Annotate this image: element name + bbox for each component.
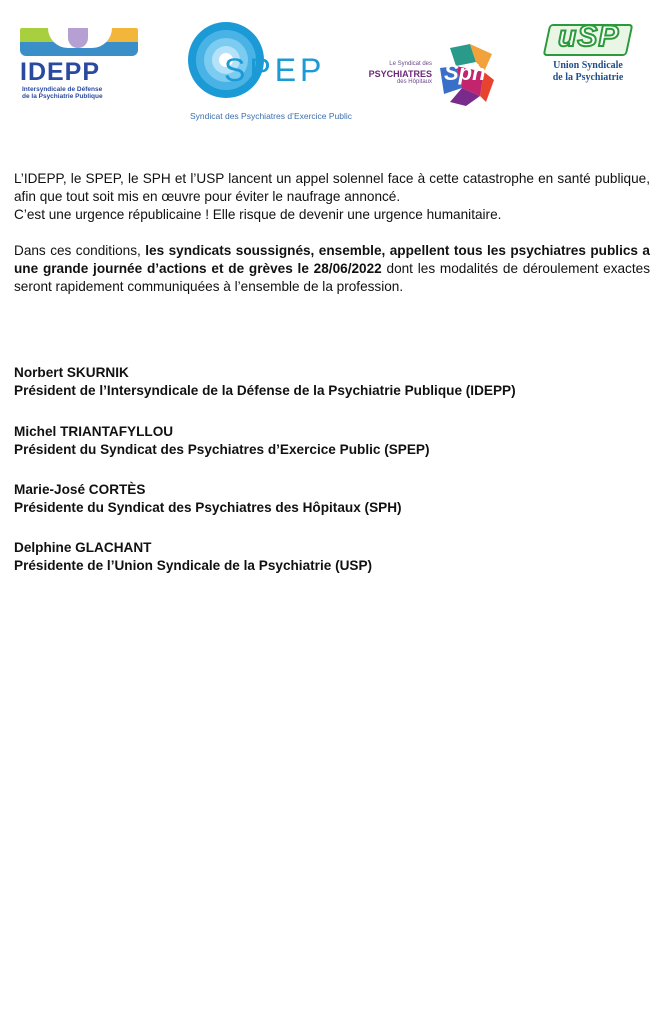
sph-logo-mark: Sph xyxy=(444,60,486,85)
usp-logo-line1: Union Syndicale xyxy=(553,60,623,71)
spep-logo-name: SPEP xyxy=(224,52,326,88)
idepp-logo xyxy=(18,28,142,100)
signatory-block xyxy=(14,364,516,400)
signatory-name: Delphine GLACHANT xyxy=(14,540,152,555)
spep-logo xyxy=(186,16,356,124)
urgency-text: C’est une urgence républicaine ! Elle risque de devenir une urgence humanitaire. xyxy=(14,207,502,222)
idepp-logo-shape xyxy=(68,28,88,48)
spep-logo-subtitle: Syndicat des Psychiatres d’Exercice Public xyxy=(190,111,353,121)
signatory-name: Norbert SKURNIK xyxy=(14,365,129,380)
call-ending: dont les modalités de déroulement exactes seront rapidement communiquées à l’ensemble de la profession. xyxy=(14,261,650,294)
paragraph-appeal xyxy=(14,170,650,224)
idepp-logo-name: IDEPP xyxy=(20,58,101,86)
sph-logo-line1: Le Syndicat des xyxy=(389,61,432,67)
sph-logo-line2: PSYCHIATRES xyxy=(368,69,432,79)
idepp-logo-subtitle xyxy=(22,86,103,100)
paragraph-call-to-action xyxy=(14,242,650,296)
signatory-name: Marie-José CORTÈS xyxy=(14,482,146,497)
call-highlight: les syndicats soussignés, ensemble, appellent tous les psychiatres publics a une grande journée d’actions et de grèves le 28/06/2022 xyxy=(14,243,650,276)
sph-logo xyxy=(352,44,496,106)
call-intro: Dans ces conditions, xyxy=(14,243,146,258)
sph-logo-line3: des Hôpitaux xyxy=(396,79,432,85)
signatory-title: Président de l’Intersyndicale de la Défense de la Psychiatrie Publique (IDEPP) xyxy=(14,383,516,398)
idepp-subtitle-line2: de la Psychiatrie Publique xyxy=(22,93,103,100)
usp-logo-mark: uSP xyxy=(558,20,620,53)
signatory-title: Présidente de l’Union Syndicale de la Psychiatrie (USP) xyxy=(14,558,373,573)
appeal-text: L’IDEPP, le SPEP, le SPH et l’USP lancent un appel solennel face à cette catastrophe en santé publique, afin que tout soit mis en œuvre pour éviter le naufrage annoncé. xyxy=(14,171,650,204)
signatory-title: Présidente du Syndicat des Psychiatres des Hôpitaux (SPH) xyxy=(14,500,402,515)
signatory-title: Président du Syndicat des Psychiatres d’Exercice Public (SPEP) xyxy=(14,442,430,457)
signatory-name: Michel TRIANTAFYLLOU xyxy=(14,424,174,439)
logo-header xyxy=(0,0,669,130)
idepp-subtitle-line1: Intersyndicale de Défense xyxy=(22,86,103,93)
usp-logo xyxy=(540,20,636,92)
signatory-block xyxy=(14,481,402,517)
signatory-block xyxy=(14,423,430,459)
signatory-block xyxy=(14,539,372,575)
usp-logo-line2: de la Psychiatrie xyxy=(552,72,624,83)
